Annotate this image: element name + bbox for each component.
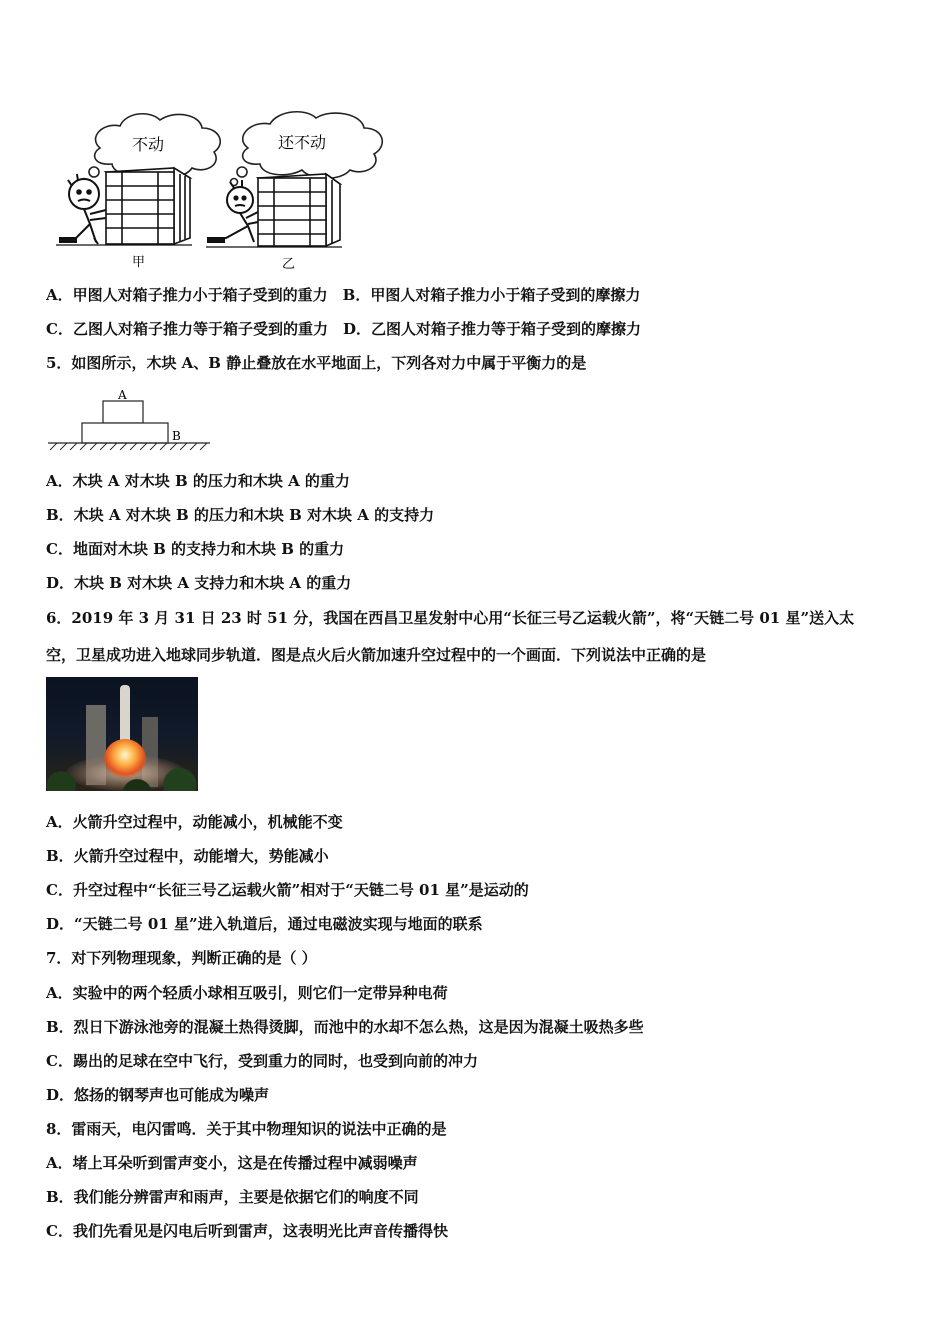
q8-option-b: B．我们能分辨雷声和雨声，主要是依据它们的响度不同 [46,1188,419,1206]
q7-option-a: A．实验中的两个轻质小球相互吸引，则它们一定带异种电荷 [46,984,448,1002]
label-left: 甲 [132,255,146,270]
blocks-figure [44,386,214,452]
q7-option-d: D．悠扬的钢琴声也可能成为噪声 [46,1086,270,1104]
q6-stem-line2: 空，卫星成功进入地球同步轨道．图是点火后火箭加速升空过程中的一个画面．下列说法中正确的是 [46,646,707,664]
q4-option-ab: A．甲图人对箱子推力小于箱子受到的重力 B．甲图人对箱子推力小于箱子受到的摩擦力 [46,286,641,304]
bubble-left-text: 不动 [132,135,165,154]
label-right: 乙 [282,257,296,272]
q6-option-a: A．火箭升空过程中，动能减小，机械能不变 [46,813,343,831]
block-a-label: A [118,388,127,402]
q6-option-d: D．“天链二号 01 星”进入轨道后，通过电磁波实现与地面的联系 [46,915,483,933]
q5-stem: 5．如图所示，木块 A、B 静止叠放在水平地面上，下列各对力中属于平衡力的是 [46,354,587,372]
q5-option-d: D．木块 B 对木块 A 支持力和木块 A 的重力 [46,574,352,592]
q7-option-c: C．踢出的足球在空中飞行，受到重力的同时，也受到向前的冲力 [46,1052,478,1070]
q6-option-b: B．火箭升空过程中，动能增大，势能减小 [46,847,329,865]
person-right [208,180,258,242]
rocket-launch-photo [46,677,198,791]
q8-stem: 8．雷雨天，电闪雷鸣．关于其中物理知识的说法中正确的是 [46,1120,447,1138]
q5-option-c: C．地面对木块 B 的支持力和木块 B 的重力 [46,540,345,558]
q6-option-c: C．升空过程中“长征三号乙运载火箭”相对于“天链二号 01 星”是运动的 [46,881,529,899]
person-left [60,174,106,244]
q6-stem-line1: 6．2019 年 3 月 31 日 23 时 51 分，我国在西昌卫星发射中心用“长征三号乙运载火箭”，将“天链二号 01 星”送入太 [46,609,855,627]
q5-option-b: B．木块 A 对木块 B 的压力和木块 B 对木块 A 的支持力 [46,506,435,524]
q8-option-a: A．堵上耳朵听到雷声变小，这是在传播过程中减弱噪声 [46,1154,418,1172]
q8-option-c: C．我们先看见是闪电后听到雷声，这表明光比声音传播得快 [46,1222,448,1240]
push-box-figure [50,108,390,273]
q7-option-b: B．烈日下游泳池旁的混凝土热得烫脚，而池中的水却不怎么热，这是因为混凝土吸热多些 [46,1018,644,1036]
block-b-label: B [172,429,181,443]
bubble-right-text: 还不动 [278,133,327,152]
block-a [103,401,143,423]
q5-option-a: A．木块 A 对木块 B 的压力和木块 A 的重力 [46,472,350,490]
block-b [82,423,168,443]
q4-option-cd: C．乙图人对箱子推力等于箱子受到的重力 D．乙图人对箱子推力等于箱子受到的摩擦力 [46,320,641,338]
box-right [258,174,340,246]
q7-stem: 7．对下列物理现象，判断正确的是（ ） [46,949,317,967]
box-left [106,168,190,244]
